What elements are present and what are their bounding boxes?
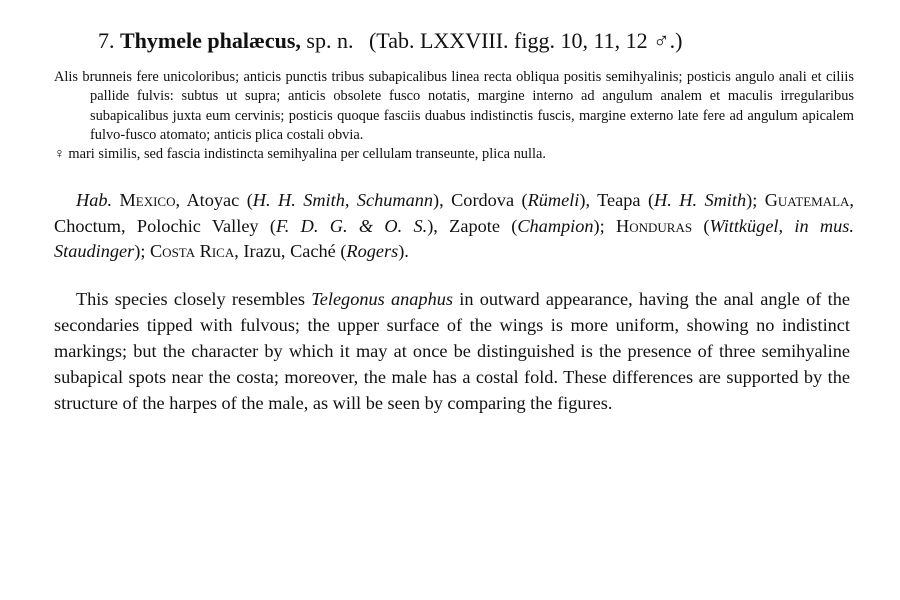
female-description: ♀ mari similis, sed fascia indistincta semihyalina per cellulam transeunte, plica nulla. <box>54 146 546 163</box>
species-number: 7. <box>98 28 115 53</box>
habitat-text: ); <box>746 190 765 210</box>
species-heading <box>98 26 683 56</box>
locality-guatemala: Guatemala <box>764 190 850 210</box>
collector: H. H. Smith, Schumann <box>252 190 434 210</box>
discussion-text: in outward appearance, having the anal angle of the secondaries tipped with fulvous; the upper surface of the wings is more uniform, showing no indistinct markings; but the character by which it may at once be distinguished is the presence of three semihyaline subapical spots near the costa; moreover, the male has a costal fold. These differences are supported by the structure of the harpes of the male, as will be seen by comparing the figures. <box>54 289 850 413</box>
male-description: Alis brunneis fere unicoloribus; anticis punctis tribus subapicalibus linea recta obliqua positis semihyalinis; posticis angulo anali et ciliis pallide fulvis: subtus ut supra; anticis obsolete fusco notatis, margine interno ad angulum analem et maculis irregularibus subapicalibus juxta eum cervinis; posticis quoque fasciis duabus indistinctis fuscis, margine externo late fere ad angulum apicalem fulvo-fusco atomato; anticis plica costali obvia. <box>54 69 854 143</box>
discussion-paragraph <box>54 286 850 416</box>
species-name: Thymele phalæcus, <box>120 28 301 53</box>
locality-mexico: Mexico <box>119 190 176 210</box>
discussion-text: This species closely resembles <box>76 289 312 309</box>
habitat-text: , Atoyac ( <box>175 190 253 210</box>
habitat-text: , Choctum, Polochic Valley ( <box>54 190 854 236</box>
collector: F. D. G. & O. S. <box>275 215 428 236</box>
compared-species: Telegonus anaphus <box>311 289 453 309</box>
habitat-text: ), Cordova ( <box>433 190 528 210</box>
collector: Rogers <box>346 241 399 261</box>
habitat-text: ( <box>692 215 710 236</box>
habitat-text: ), Zapote ( <box>427 215 518 236</box>
plate-reference: (Tab. LXXVIII. figg. 10, 11, 12 ♂.) <box>368 28 683 53</box>
latin-diagnosis <box>54 68 854 164</box>
habitat-text: ); <box>134 241 150 261</box>
collector: Champion <box>517 215 594 236</box>
habitat-text: ), Teapa ( <box>579 190 655 210</box>
habitat-text: , Irazu, Caché ( <box>234 241 347 261</box>
collector: Wittkügel, in mus. Staudinger <box>54 215 854 261</box>
habitat-text: ). <box>398 241 409 261</box>
species-status: sp. n. <box>306 28 354 53</box>
hab-label: Hab. <box>76 190 113 210</box>
locality-costa-rica: Costa Rica <box>149 241 235 261</box>
collector: H. H. Smith <box>654 190 747 210</box>
locality-honduras: Honduras <box>616 215 693 236</box>
collector: Rümeli <box>527 190 580 210</box>
habitat-text: ); <box>593 215 617 236</box>
habitat-paragraph <box>54 188 854 265</box>
